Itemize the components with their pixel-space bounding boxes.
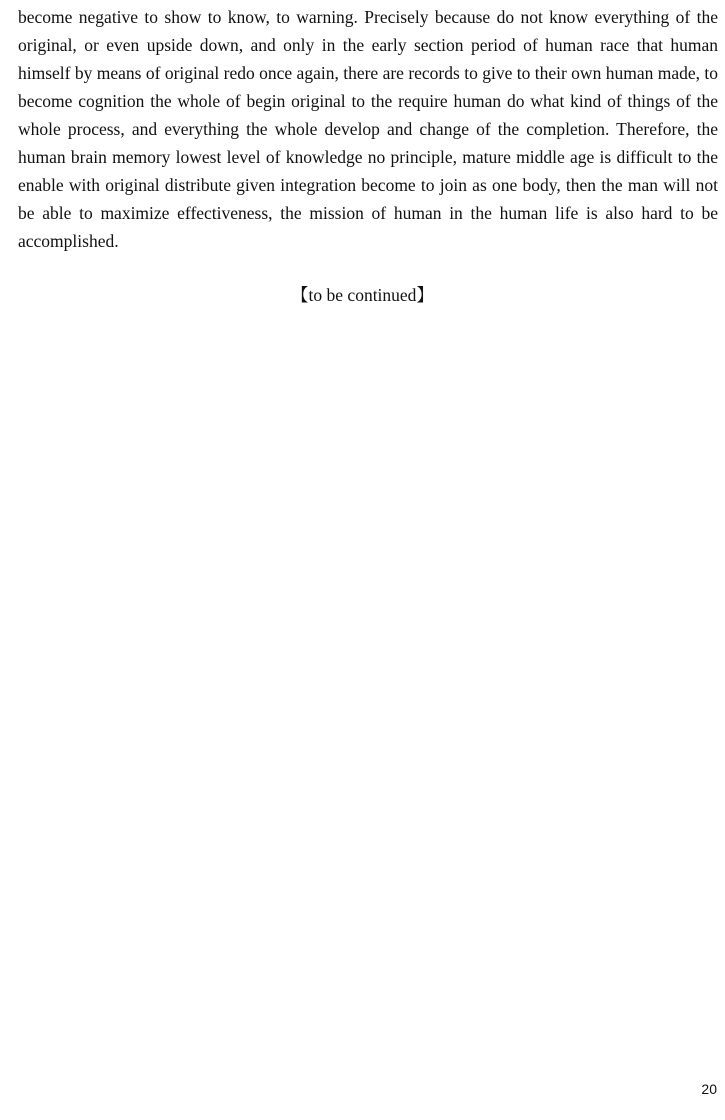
to-be-continued-note: 【to be continued】 xyxy=(291,285,434,305)
body-paragraph: become negative to show to know, to warning. Precisely because do not know everything of the original, or even upside down, and only in the early section period of human race that human himself by means of original redo once again, there are records to give to their own human made, to become cognition the whole of begin original to the require human do what kind of things of the whole process, and everything the whole develop and change of the completion. Therefore, the human brain memory lowest level of knowledge no principle, mature middle age is difficult to the enable with original distribute given integration become to join as one body, then the man will not be able to maximize effectiveness, the mission of human in the human life is also hard to be accomplished. xyxy=(18,7,718,251)
page-number: 20 xyxy=(701,1081,717,1097)
